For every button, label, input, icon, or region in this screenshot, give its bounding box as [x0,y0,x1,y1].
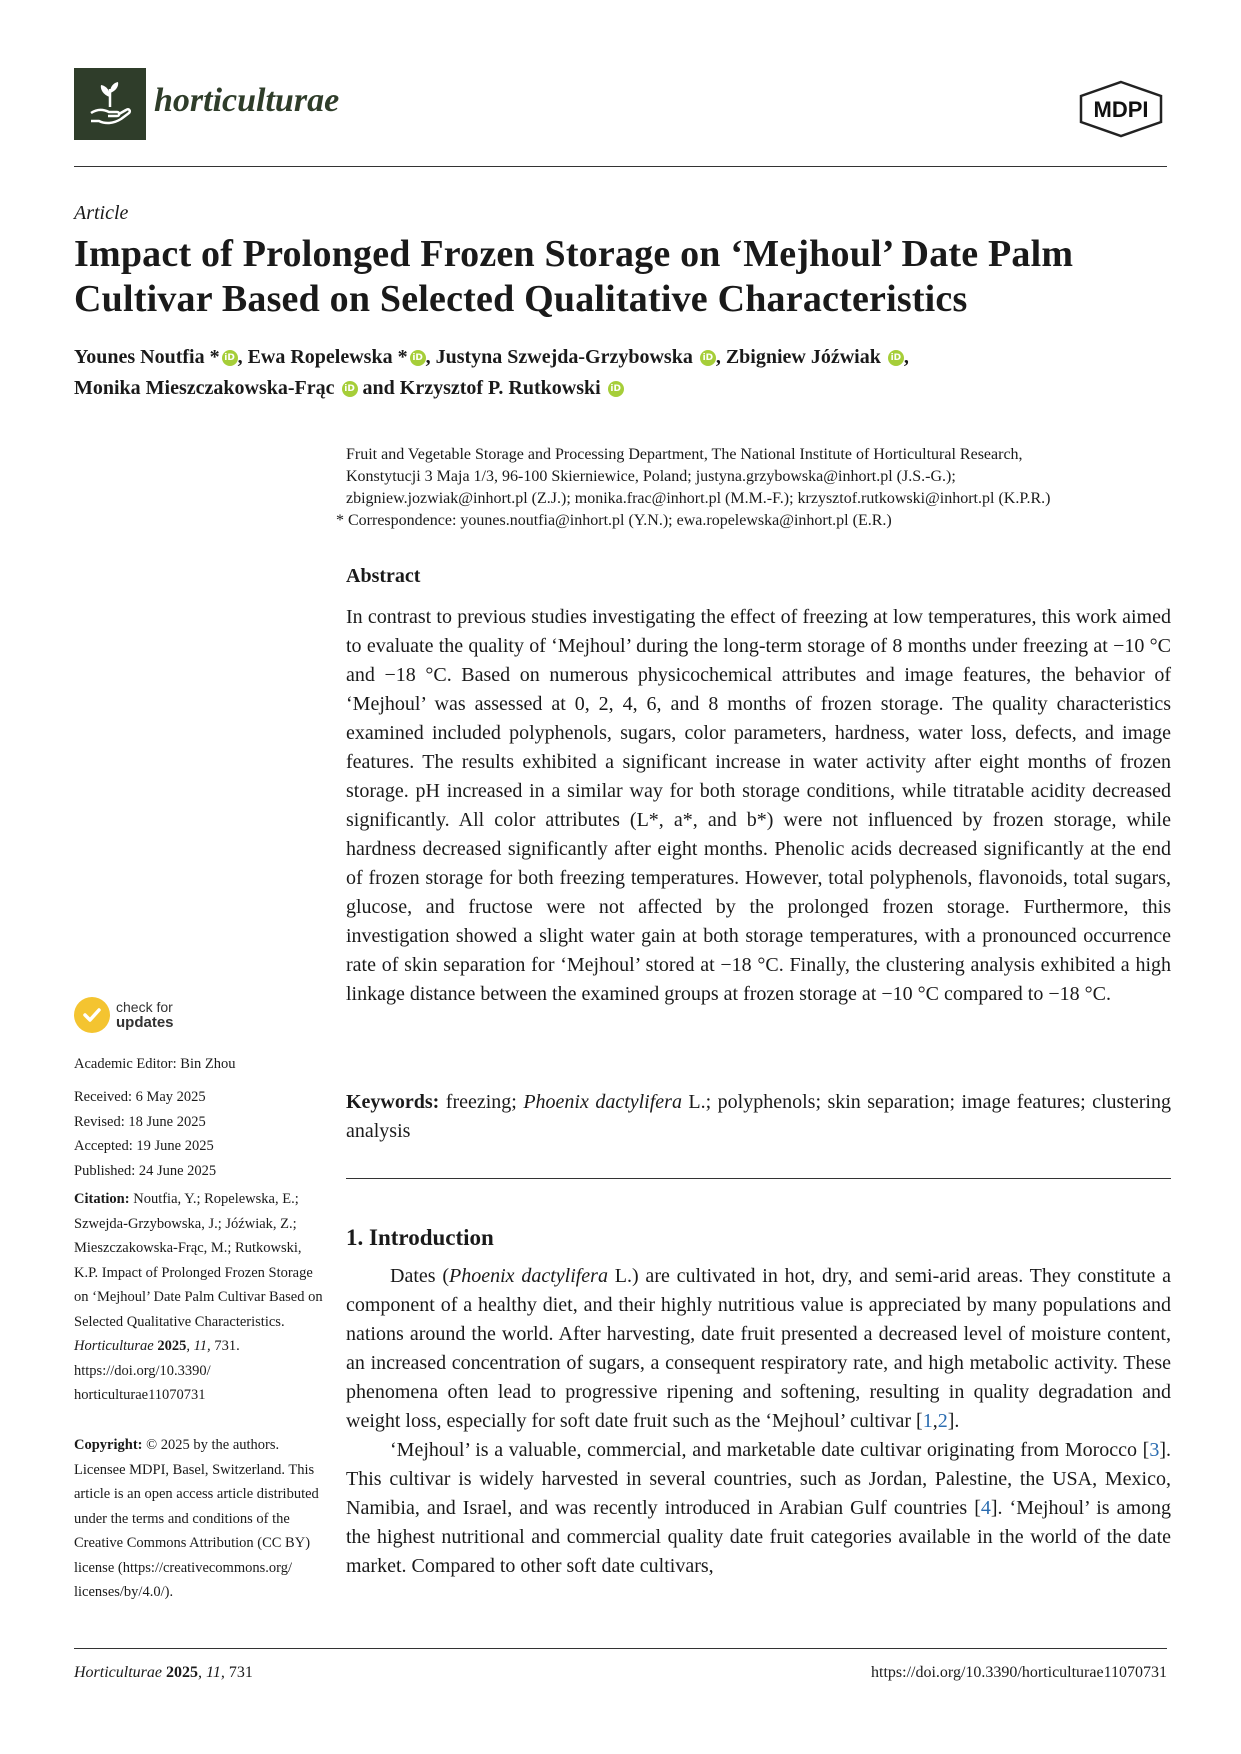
academic-editor: Academic Editor: Bin Zhou [74,1056,236,1072]
keywords [346,1088,1171,1146]
citation-link-2[interactable]: 2 [937,1410,948,1432]
citation-year: 2025 [153,1338,187,1354]
title-line-1: Impact of Prolonged Frozen Storage on ‘Mejhoul’ Date Palm [74,233,1074,275]
intro-text: , [932,1410,938,1432]
intro-paragraph-2 [346,1436,1171,1581]
orcid-icon[interactable]: iD [608,381,624,397]
date-accepted: Accepted: 19 June 2025 [74,1138,214,1154]
check-line-1: check for [116,999,173,1015]
orcid-icon[interactable]: iD [700,350,716,366]
footer-volume: , 11, [198,1664,225,1681]
footer-doi-link[interactable]: https://doi.org/10.3390/horticulturae11070731 [871,1664,1167,1681]
intro-text: L.) are cultivated in hot, dry, and semi-arid areas. They constitute a component of a healthy diet, and their highly nutritious value is appreciated by many populations and nations around the world. After harvesting, date fruit presented a decreased level of moisture content, an increased concentration of sugars, a consequent respiratory rate, and high metabolic activity. These phenomena often lead to progressive ripening and softening, resulting in quality degradation and weight loss, especially for soft date fruit such as the ‘Mejhoul’ cultivar [ [346,1265,1171,1432]
footer-page: 731 [224,1664,253,1681]
affiliation-line-2: Konstytucji 3 Maja 1/3, 96-100 Skierniewice, Poland; justyna.grzybowska@inhort.pl (J.S.-G.); [346,468,956,485]
citation-block [74,1187,324,1408]
intro-species: Phoenix dactylifera [449,1265,608,1287]
date-published: Published: 24 June 2025 [74,1162,217,1179]
orcid-icon[interactable]: iD [222,350,238,366]
title-line-2: Cultivar Based on Selected Qualitative Characteristics [74,278,968,320]
citation-text: Noutfia, Y.; Ropelewska, E.; Szwejda-Grzybowska, J.; Jóźwiak, Z.; Mieszczakowska-Frąc, M.; Rutkowski, K.P. Impact of Prolonged Frozen Storage on ‘Mejhoul’ Date Palm Cultivar Based on Selected Qualitative Characteristics. [74,1191,323,1330]
citation-link-3[interactable]: 3 [1149,1439,1160,1461]
intro-text: ]. [947,1410,960,1432]
check-for-updates-label [116,1000,174,1030]
copyright-block [74,1433,324,1605]
author-6: and Krzysztof P. Rutkowski [357,377,601,399]
date-revised: Revised: 18 June 2025 [74,1113,206,1130]
journal-logo [74,68,146,140]
citation-volume: , 11, [186,1338,211,1354]
author-1: Younes Noutfia * [74,346,220,368]
intro-text: ‘Mejhoul’ is a valuable, commercial, and marketable date cultivar originating from Morocco [ [390,1439,1150,1461]
paper-title [74,232,1174,322]
orcid-icon[interactable]: iD [342,381,358,397]
check-for-updates-button[interactable] [74,995,194,1035]
section-heading-introduction: 1. Introduction [346,1225,494,1250]
copyright-text: © 2025 by the authors. Licensee MDPI, Basel, Switzerland. This article is an open access article distributed under the terms and conditions of the Creative Commons Attribution (CC BY) license (https://creativecommons.org/ licenses/by/4.0/). [74,1437,319,1600]
footer-year: 2025 [162,1664,198,1681]
affiliation-line-1: Fruit and Vegetable Storage and Processing Department, The National Institute of Horticultural Research, [346,446,1023,463]
dates-block [74,1085,324,1183]
author-2: , Ewa Ropelewska * [237,346,408,368]
intro-text: ]. This cultivar is widely harvested in several countries, such as Jordan, Palestine, the USA, Mexico, Namibia, and Israel, and was recently introduced in Arabian Gulf countries [ [346,1439,1171,1519]
keywords-part-2: L.; polyphenols; skin separation; image features; clustering analysis [346,1091,1171,1142]
plant-hand-icon [83,77,137,131]
citation-doi[interactable]: 731. https://doi.org/10.3390/ horticulturae11070731 [74,1338,240,1403]
citation-link-1[interactable]: 1 [922,1410,933,1432]
keywords-label: Keywords: [346,1091,440,1113]
citation-journal: Horticulturae [74,1338,154,1354]
intro-text: ]. ‘Mejhoul’ is among the highest nutritional and commercial quality date fruit categories available in the world of the date market. Compared to other soft date cultivars, [346,1497,1171,1577]
author-list [74,342,1174,404]
copyright-label: Copyright: [74,1437,143,1453]
section-rule [346,1178,1171,1179]
keywords-species: Phoenix dactylifera [523,1091,682,1113]
affiliation-line-3: zbigniew.jozwiak@inhort.pl (Z.J.); monika.frac@inhort.pl (M.M.-F.); krzysztof.rutkowski@inhort.pl (K.P.R.) [346,490,1051,507]
mdpi-logo[interactable] [1075,80,1167,138]
footer-citation [74,1664,253,1682]
keywords-part-1: freezing; [439,1091,524,1113]
intro-text: Dates ( [390,1265,449,1287]
mdpi-logo-text: MDPI [1093,97,1149,122]
abstract-text: In contrast to previous studies investigating the effect of freezing at low temperatures, this work aimed to evaluate the quality of ‘Mejhoul’ during the long-term storage of 8 months under freezing at −10 °C and −18 °C. Based on numerous physicochemical attributes and image features, the behavior of ‘Mejhoul’ was assessed at 0, 2, 4, 6, and 8 months of frozen storage. The quality characteristics examined included polyphenols, sugars, color parameters, hardness, water loss, defects, and image features. The results exhibited a significant increase in water activity after eight months of frozen storage. pH increased in a similar way for both storage conditions, while titratable acidity decreased significantly. All color attributes (L*, a*, and b*) were not influenced by frozen storage, while hardness decreased significantly after eight months. Phenolic acids decreased significantly at the end of frozen storage for both freezing temperatures. However, total polyphenols, flavonoids, total sugars, glucose, and fructose were not affected by the prolonged frozen storage. Furthermore, this investigation showed a slight water gain at both storage temperatures, with a pronounced occurrence rate of skin separation for ‘Mejhoul’ stored at −18 °C. Finally, the clustering analysis exhibited a high linkage distance between the examined groups at frozen storage at −10 °C compared to −18 °C. [346,606,1171,1005]
introduction-body [346,1262,1171,1581]
affiliation [346,444,1171,510]
citation-link-4[interactable]: 4 [980,1497,991,1519]
author-5: Monika Mieszczakowska-Frąc [74,377,335,399]
journal-name[interactable]: horticulturae [154,82,340,119]
orcid-icon[interactable]: iD [888,350,904,366]
author-3: , Justyna Szwejda-Grzybowska [425,346,693,368]
citation-label: Citation: [74,1191,130,1207]
article-type: Article [74,202,129,224]
header-rule [74,166,1167,167]
date-received: Received: 6 May 2025 [74,1089,206,1105]
check-line-2: updates [116,1014,174,1031]
footer-rule [74,1648,1167,1649]
intro-paragraph-1 [346,1262,1171,1436]
footer-journal: Horticulturae [74,1664,162,1681]
abstract-heading: Abstract [346,565,421,587]
author-sep: , [903,346,909,368]
author-4: , Zbigniew Jóźwiak [715,346,881,368]
orcid-icon[interactable]: iD [410,350,426,366]
check-icon [74,997,110,1033]
correspondence: * Correspondence: younes.noutfia@inhort.pl (Y.N.); ewa.ropelewska@inhort.pl (E.R.) [336,512,892,529]
